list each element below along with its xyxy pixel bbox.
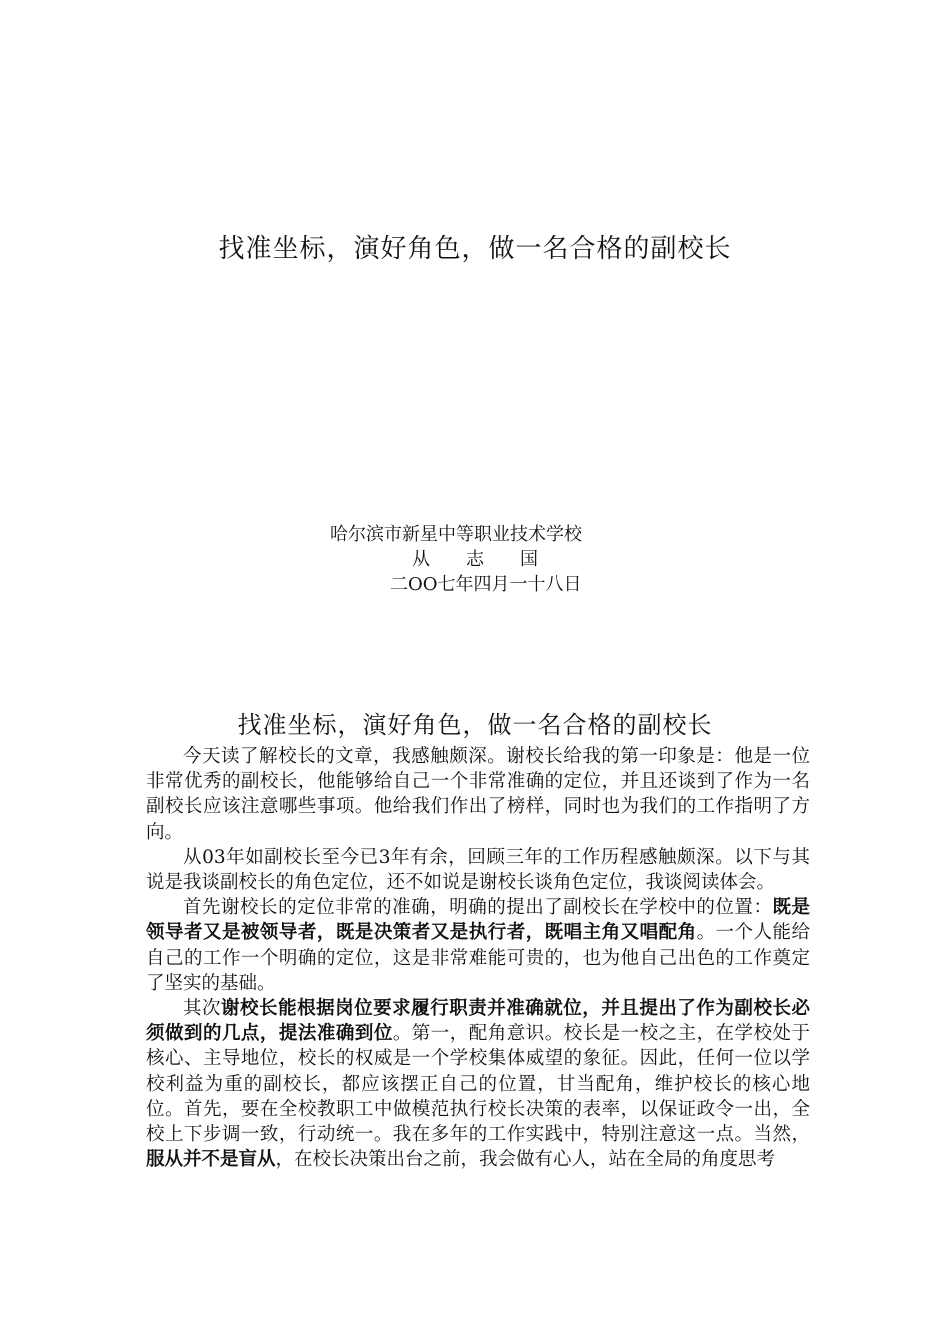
byline bbox=[330, 522, 660, 597]
paragraph-4-lead: 其次 bbox=[183, 998, 222, 1020]
paragraph-3-emphasis: 既是领导者又是被领导者，既是决策者又是执行者，既唱主角又唱配角 bbox=[146, 897, 810, 944]
paragraph-4-text-end: ，在校长决策出台之前，我会做有心人，站在全局的角度思考 bbox=[275, 1149, 776, 1171]
paragraph-4-text: 。第一，配角意识。校长是一校之主，在学校处于核心、主导地位，校长的权威是一个学校集体威望的象征。因此，任何一位以学校利益为重的副校长，都应该摆正自己的位置，甘当配角，维护校长的核心地位。首先，要在全校教职工中做模范执行校长决策的表率，以保证政令一出，全校上下步调一致，行动统一。我在多年的工作实践中，特别注意这一点。当然， bbox=[146, 1023, 810, 1146]
school-name: 哈尔滨市新星中等职业技术学校 bbox=[330, 524, 582, 545]
paragraph-4-emphasis: 谢校长能根据岗位要求履行职责并准确就位，并且提出了作为副校长必须做到的几点，提法准确到位 bbox=[146, 998, 810, 1045]
cover-title: 找准坐标，演好角色，做一名合格的副校长 bbox=[218, 234, 732, 264]
paragraph-4 bbox=[146, 996, 810, 1172]
author-name: 从 志 国 bbox=[412, 549, 538, 570]
paragraph-3-text: 首先谢校长的定位非常的准确，明确的提出了副校长在学校中的位置： bbox=[183, 897, 773, 919]
paragraph-3-text-end: 。一个人能给自己的工作一个明确的定位，这是非常难能可贵的，也为他自己出色的工作奠定了坚实的基础。 bbox=[146, 922, 810, 994]
document-date: 二OO七年四月一十八日 bbox=[390, 574, 582, 595]
paragraph-1: 今天读了解校长的文章，我感触颇深。谢校长给我的第一印象是：他是一位非常优秀的副校长，他能够给自己一个非常准确的定位，并且还谈到了作为一名副校长应该注意哪些事项。他给我们作出了榜样，同时也为我们的工作指明了方向。 bbox=[146, 746, 810, 843]
paragraph-2: 从03年如副校长至今已3年有余，回顾三年的工作历程感触颇深。以下与其说是我谈副校长的角色定位，还不如说是谢校长谈角色定位，我谈阅读体会。 bbox=[146, 846, 810, 894]
article-title: 找准坐标，演好角色，做一名合格的副校长 bbox=[237, 711, 713, 739]
article-body bbox=[146, 744, 810, 1172]
paragraph-3 bbox=[146, 895, 810, 996]
paragraph-4-emphasis-2: 服从并不是盲从 bbox=[146, 1149, 276, 1171]
